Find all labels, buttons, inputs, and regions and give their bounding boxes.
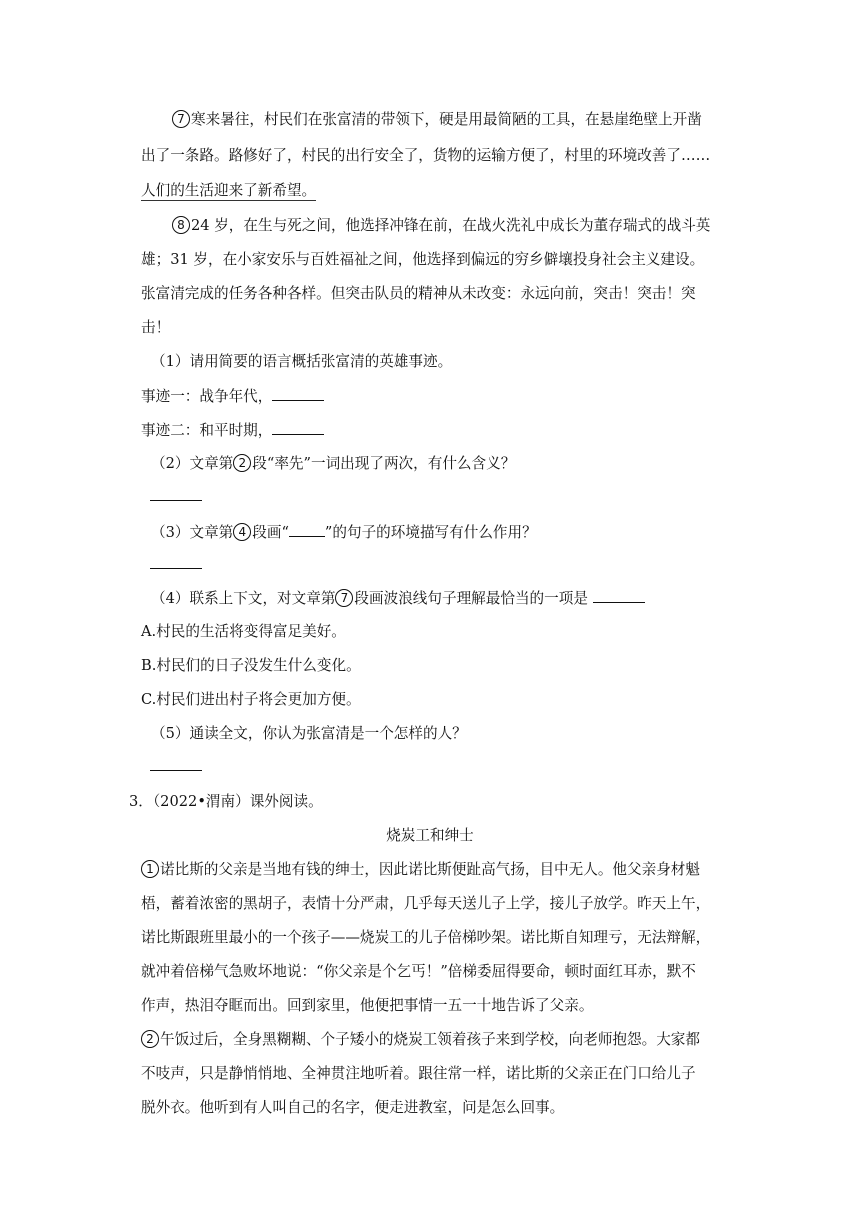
option-b[interactable]: B.村民们的日子没发生什么变化。 [141,657,361,674]
answer-blank[interactable] [272,420,324,435]
question-1: （1）请用简要的语言概括张富清的英雄事迹。 [151,353,453,370]
paragraph-8-line-2: 雄；31 岁，在小家安乐与百姓福祉之间，他选择到偏远的穷乡僻壤投身社会主义建设。 [141,251,705,268]
article-paragraph-2-line-2: 不吱声，只是静悄悄地、全神贯注地听着。跟往常一样，诺比斯的父亲正在门口给儿子 [141,1065,696,1082]
question-2: （2）文章第 2 段“率先”一词出现了两次，有什么含义？ [151,455,516,472]
circled-number: 2 [233,454,251,472]
circled-number: 4 [233,523,251,541]
question-2-answer-line [150,486,202,507]
option-a[interactable]: A.村民的生活将变得富足美好。 [141,623,346,640]
paragraph-7-line-2: 出了一条路。路修好了，村民的出行安全了，货物的运输方便了，村里的环境改善了…… [141,147,711,164]
circled-number: 8 [172,216,190,234]
wavy-underlined-sentence: 人们的生活迎来了新希望。 [141,182,317,199]
underline-sample [289,522,325,537]
article-paragraph-2-line-3: 脱外衣。他听到有人叫自己的名字，便走进教室，问是怎么回事。 [141,1099,565,1116]
circled-number: 2 [141,1030,159,1048]
paragraph-8-line-4: 击！ [141,319,171,336]
question-5: （5）通读全文，你认为张富清是一个怎样的人？ [151,725,467,742]
answer-blank[interactable] [150,486,202,501]
question-4: （4）联系上下文，对文章第 7 段画波浪线句子理解最恰当的一项是 [151,588,645,609]
answer-blank[interactable] [272,386,324,401]
question-3-answer-line [150,554,202,575]
question-1-item-2: 事迹二：和平时期， [141,420,324,441]
article-paragraph-1-line-1: 1 诺比斯的父亲是当地有钱的绅士，因此诺比斯便趾高气扬，目中无人。他父亲身材魁 [141,860,700,880]
article-paragraph-1-line-5: 作声，热泪夺眶而出。回到家里，他便把事情一五一十地告诉了父亲。 [141,997,594,1014]
answer-blank[interactable] [150,554,202,569]
answer-blank[interactable] [593,588,645,603]
option-c[interactable]: C.村民们进出村子将会更加方便。 [141,691,361,708]
article-paragraph-1-line-4: 就冲着倍梯气急败坏地说：“你父亲是个乞丐！”倍梯委屈得要命，顿时面红耳赤，默不 [141,963,696,980]
paragraph-8-line-3: 张富清完成的任务各种各样。但突击队员的精神从未改变：永远向前，突击！突击！突 [141,285,696,302]
answer-blank[interactable] [150,756,202,771]
circled-number: 7 [335,589,353,607]
circled-number: 7 [172,110,190,128]
question-1-item-1: 事迹一：战争年代， [141,386,324,407]
question-3: （3）文章第 4 段画“ ”的句子的环境描写有什么作用？ [151,524,537,541]
paragraph-7-line-3 [141,181,316,201]
article-paragraph-1-line-2: 梧，蓄着浓密的黑胡子，表情十分严肃，几乎每天送儿子上学，接儿子放学。昨天上午， [141,895,711,912]
article-paragraph-2-line-1: 2 午饭过后，全身黑糊糊、个子矮小的烧炭工领着孩子来到学校，向老师抱怨。大家都 [141,1030,700,1050]
paragraph-8-line-1: 8 24 岁，在生与死之间，他选择冲锋在前，在战火洗礼中成长为董存瑞式的战斗英 [172,216,710,236]
paragraph-7-line-1: 7 寒来暑往，村民们在张富清的带领下，硬是用最简陋的工具，在悬崖绝壁上开凿 [172,110,702,130]
circled-number: 1 [141,860,159,878]
article-paragraph-1-line-3: 诺比斯跟班里最小的一个孩子——烧炭工的儿子倍梯吵架。诺比斯自知理亏，无法辩解， [141,929,711,946]
article-title: 烧炭工和绅士 [386,827,474,844]
question-5-answer-line [150,756,202,777]
question-3-heading: 3．（2022•渭南）课外阅读。 [129,793,323,810]
